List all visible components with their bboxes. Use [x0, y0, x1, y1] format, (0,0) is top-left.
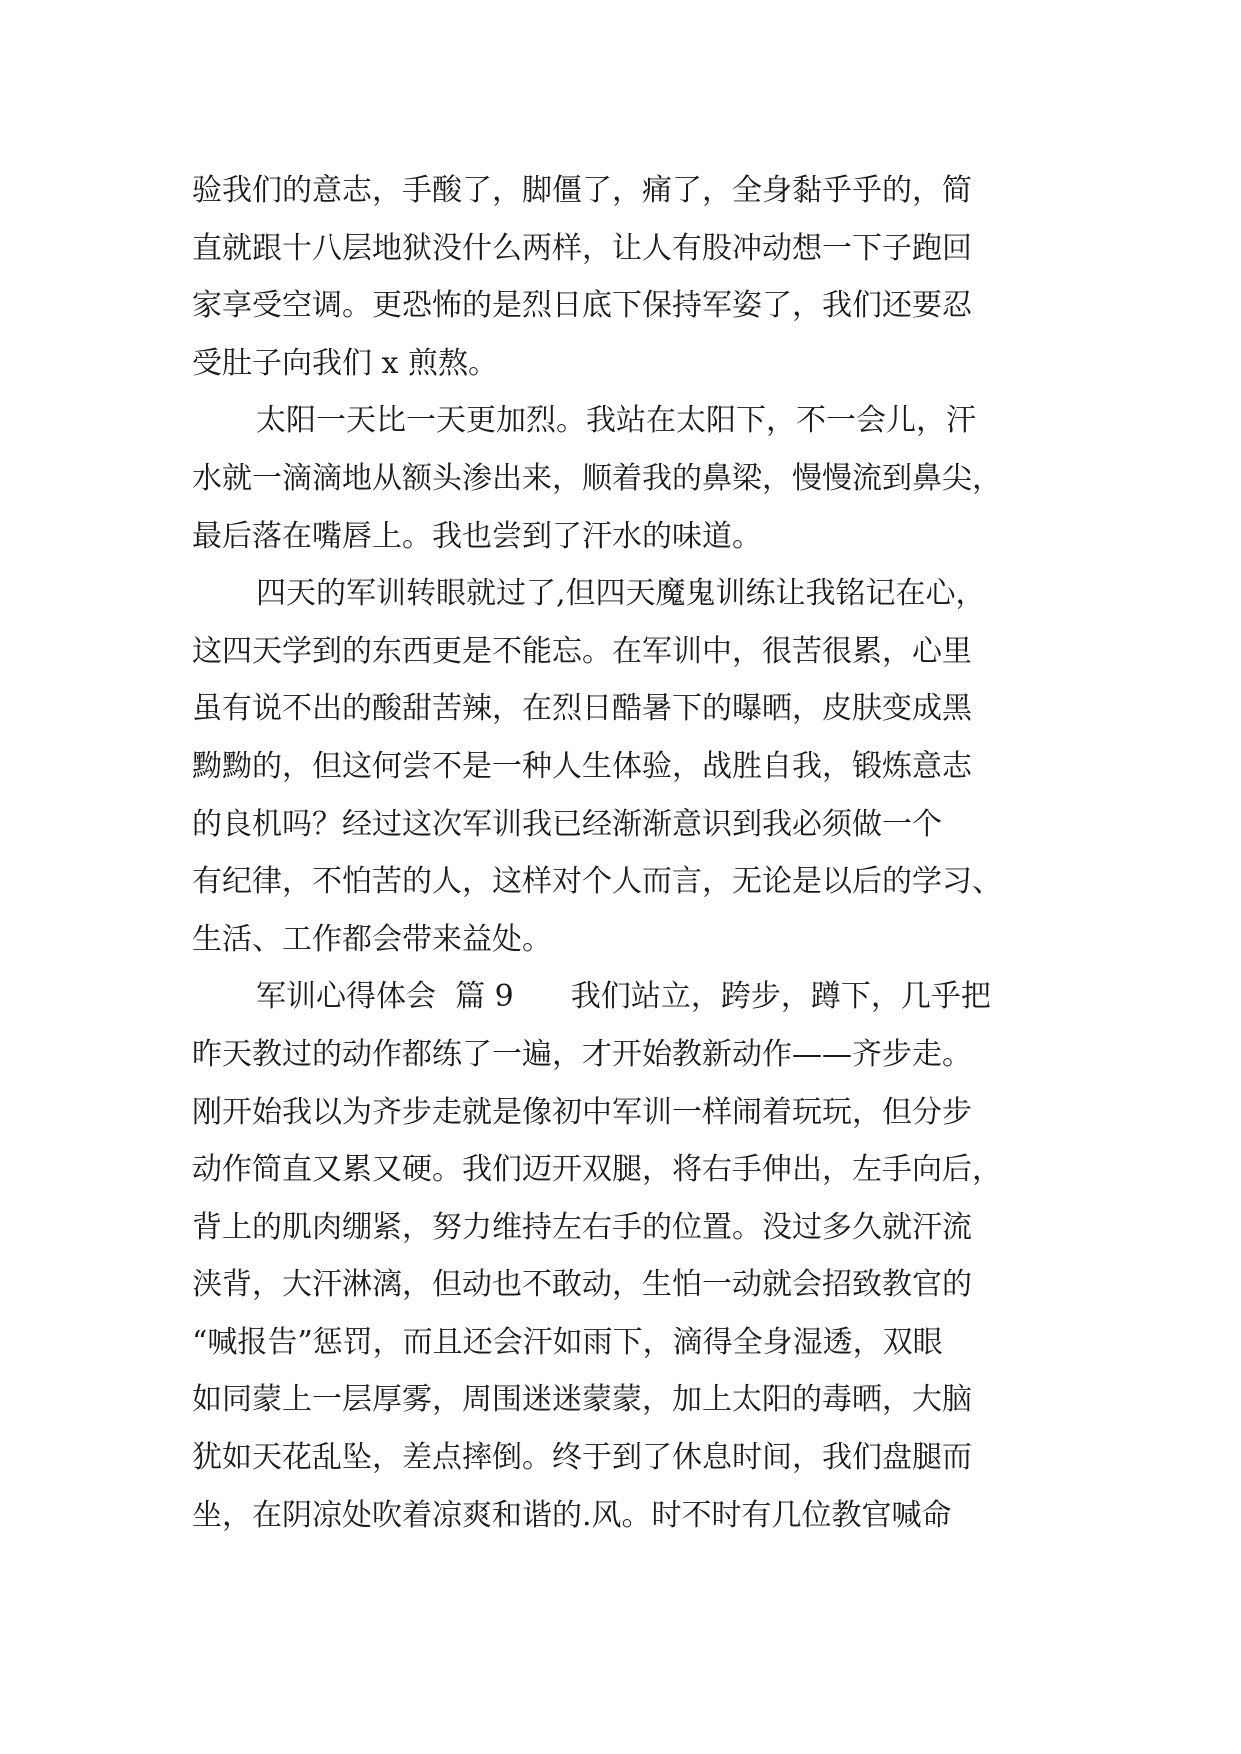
- text-line: 受肚子向我们 x 煎熬。: [192, 345, 498, 381]
- text-line: 水就一滴滴地从额头渗出来，顺着我的鼻梁，慢慢流到鼻尖，: [192, 460, 1002, 496]
- text-line: 刚开始我以为齐步走就是像初中军训一样闹着玩玩，但分步: [192, 1094, 972, 1130]
- text-line: “喊报告”惩罚，而且还会汗如雨下，滴得全身湿透，双眼: [192, 1324, 943, 1360]
- text-line: 动作简直又累又硬。我们迈开双腿，将右手伸出，左手向后，: [192, 1152, 1002, 1188]
- text-line: 浃背，大汗淋漓，但动也不敢动，生怕一动就会招致教官的: [192, 1267, 972, 1303]
- text-line: 家享受空调。更恐怖的是烈日底下保持军姿了，我们还要忍: [192, 288, 972, 324]
- document-body: [192, 162, 1072, 1544]
- text-line: 验我们的意志，手酸了，脚僵了，痛了，全身黏乎乎的，简: [192, 173, 972, 208]
- text-line: 的良机吗？经过这次军训我已经渐渐意识到我必须做一个: [192, 806, 942, 842]
- text-line: 生活、工作都会带来益处。: [192, 921, 552, 957]
- text-line: 最后落在嘴唇上。我也尝到了汗水的味道。: [192, 518, 762, 554]
- paragraph-first-line: 太阳一天比一天更加烈。我站在太阳下，不一会儿，汗: [256, 403, 976, 439]
- text-line: 虽有说不出的酸甜苦辣，在烈日酷暑下的曝晒，皮肤变成黑: [192, 691, 972, 727]
- section-heading-line: 军训心得体会 篇 9 我们站立，跨步，蹲下，几乎把: [256, 979, 991, 1015]
- text-line: 如同蒙上一层厚雾，周围迷迷蒙蒙，加上太阳的毒晒，大脑: [192, 1382, 972, 1418]
- text-line: 直就跟十八层地狱没什么两样，让人有股冲动想一下子跑回: [192, 230, 972, 266]
- text-line: 这四天学到的东西更是不能忘。在军训中，很苦很累，心里: [192, 633, 972, 669]
- text-line: 犹如天花乱坠，差点摔倒。终于到了休息时间，我们盘腿而: [192, 1440, 972, 1476]
- text-line: 坐，在阴凉处吹着凉爽和谐的.风。时不时有几位教官喊命: [192, 1497, 952, 1533]
- text-line: 黝黝的，但这何尝不是一种人生体验，战胜自我，锻炼意志: [192, 748, 972, 784]
- text-line: 昨天教过的动作都练了一遍，才开始教新动作——齐步走。: [192, 1036, 972, 1072]
- paragraph-first-line: 四天的军训转眼就过了,但四天魔鬼训练让我铭记在心，: [256, 576, 986, 612]
- text-line: 背上的肌肉绷紧，努力维持左右手的位置。没过多久就汗流: [192, 1209, 972, 1245]
- text-line: 有纪律，不怕苦的人，这样对个人而言，无论是以后的学习、: [192, 864, 1002, 900]
